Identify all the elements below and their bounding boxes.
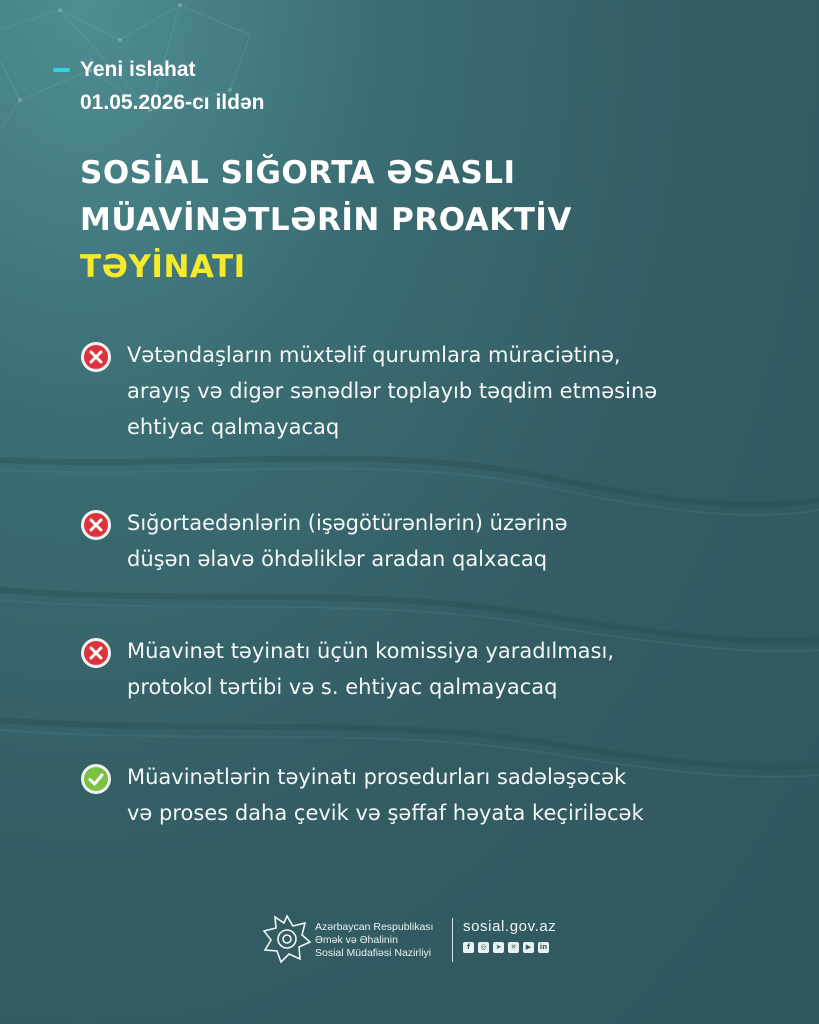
cross-icon <box>80 637 112 669</box>
title-line-3: TƏYİNATI <box>80 249 246 285</box>
ministry-name-line: Azərbaycan Respublikası <box>315 921 434 933</box>
item-text-line: arayış və digər sənədlər toplayıb təqdim etməsinə <box>127 379 658 403</box>
tag-label: Yeni islahat <box>80 58 196 81</box>
footer-divider <box>452 918 453 962</box>
item-text-line: Sığortaedənlərin (işəgötürənlərin) üzərinə <box>127 511 568 535</box>
item-text-line: düşən əlavə öhdəliklər aradan qalxacaq <box>127 547 548 571</box>
cross-icon <box>80 509 112 541</box>
item-text-line: və proses daha çevik və şəffaf həyata keçiriləcək <box>127 801 644 825</box>
item-text-line: Müavinətlərin təyinatı prosedurları sadələşəcək <box>127 765 627 789</box>
ministry-logo <box>262 914 312 964</box>
title-line-1: SOSİAL SIĞORTA ƏSASLI <box>80 155 516 191</box>
telegram-icon[interactable]: ➤ <box>493 942 504 953</box>
title-line-2: MÜAVİNƏTLƏRİN PROAKTİV <box>80 202 572 238</box>
footer <box>262 912 562 972</box>
linkedin-icon[interactable]: in <box>539 943 548 951</box>
ministry-name <box>315 921 433 960</box>
instagram-icon[interactable]: ◎ <box>478 942 489 953</box>
item-text-line: Vətəndaşların müxtəlif qurumlara müraciətinə, <box>127 343 621 367</box>
page-title <box>80 150 572 291</box>
item-text-line: Müavinət təyinatı üçün komissiya yaradılması, <box>127 639 614 663</box>
ministry-name-line: Sosial Müdafiəsi Nazirliyi <box>315 947 432 959</box>
website-link[interactable]: sosial.gov.az <box>463 918 557 935</box>
youtube-icon[interactable]: ▶ <box>523 942 534 953</box>
facebook-icon[interactable]: f <box>463 942 474 953</box>
accent-dash <box>53 68 70 72</box>
effective-date: 01.05.2026-cı ildən <box>80 91 265 114</box>
ministry-name-line: Əmək və Əhalinin <box>315 934 398 946</box>
item-text-line: protokol tərtibi və s. ehtiyac qalmayacaq <box>127 675 558 699</box>
cross-icon <box>80 341 112 373</box>
social-links <box>463 942 549 953</box>
check-icon <box>80 763 112 795</box>
item-text-line: ehtiyac qalmayacaq <box>127 415 340 439</box>
x-icon[interactable]: ✕ <box>508 942 519 953</box>
